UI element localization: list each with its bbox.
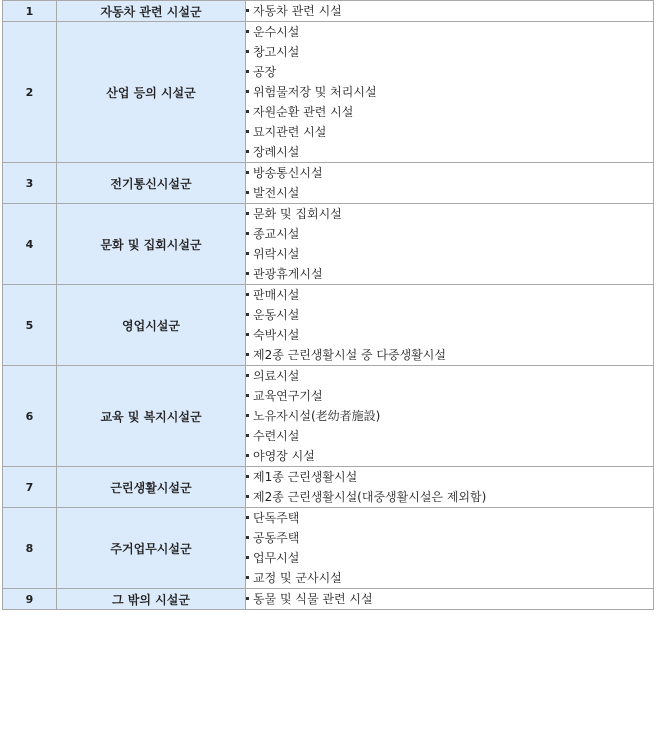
facility-item-label: 발전시설 xyxy=(253,186,300,200)
square-bullet-icon xyxy=(246,30,249,33)
list-item xyxy=(246,589,653,609)
facility-item-label: 장례시설 xyxy=(253,145,300,159)
square-bullet-icon xyxy=(246,110,249,113)
square-bullet-icon xyxy=(246,171,249,174)
facility-item-list xyxy=(246,589,653,609)
facility-item-label: 수련시설 xyxy=(253,429,300,443)
facility-group-name: 산업 등의 시설군 xyxy=(57,22,246,163)
square-bullet-icon xyxy=(246,454,249,457)
table-row xyxy=(3,22,654,163)
facility-item-label: 문화 및 집회시설 xyxy=(253,207,342,221)
facility-items-cell xyxy=(246,467,654,508)
facility-item-label: 야영장 시설 xyxy=(253,449,315,463)
row-number: 9 xyxy=(3,589,57,610)
list-item xyxy=(246,406,653,426)
list-item xyxy=(246,224,653,244)
facility-items-cell xyxy=(246,589,654,610)
list-item xyxy=(246,244,653,264)
facility-items-cell xyxy=(246,508,654,589)
square-bullet-icon xyxy=(246,70,249,73)
facility-item-list xyxy=(246,163,653,203)
square-bullet-icon xyxy=(246,232,249,235)
facility-item-label: 의료시설 xyxy=(253,369,300,383)
row-number: 3 xyxy=(3,163,57,204)
facility-group-name: 문화 및 집회시설군 xyxy=(57,204,246,285)
list-item xyxy=(246,122,653,142)
table-row xyxy=(3,1,654,22)
facility-item-label: 노유자시설(老幼者施設) xyxy=(253,409,381,423)
square-bullet-icon xyxy=(246,536,249,539)
table-row xyxy=(3,204,654,285)
facility-items-cell xyxy=(246,1,654,22)
list-item xyxy=(246,325,653,345)
table-row xyxy=(3,508,654,589)
square-bullet-icon xyxy=(246,191,249,194)
table-row xyxy=(3,366,654,467)
square-bullet-icon xyxy=(246,90,249,93)
facility-group-name: 주거업무시설군 xyxy=(57,508,246,589)
square-bullet-icon xyxy=(246,353,249,356)
square-bullet-icon xyxy=(246,272,249,275)
facility-group-name: 교육 및 복지시설군 xyxy=(57,366,246,467)
list-item xyxy=(246,62,653,82)
facility-items-cell xyxy=(246,22,654,163)
facility-item-label: 위험물저장 및 처리시설 xyxy=(253,85,377,99)
facility-item-list xyxy=(246,204,653,284)
list-item xyxy=(246,446,653,466)
row-number: 5 xyxy=(3,285,57,366)
list-item xyxy=(246,142,653,162)
list-item xyxy=(246,22,653,42)
square-bullet-icon xyxy=(246,516,249,519)
square-bullet-icon xyxy=(246,252,249,255)
facility-item-label: 판매시설 xyxy=(253,288,300,302)
facility-item-list xyxy=(246,1,653,21)
list-item xyxy=(246,426,653,446)
square-bullet-icon xyxy=(246,130,249,133)
square-bullet-icon xyxy=(246,313,249,316)
list-item xyxy=(246,204,653,224)
list-item xyxy=(246,183,653,203)
square-bullet-icon xyxy=(246,293,249,296)
square-bullet-icon xyxy=(246,597,249,600)
list-item xyxy=(246,548,653,568)
facility-item-label: 공동주택 xyxy=(253,531,300,545)
list-item xyxy=(246,82,653,102)
facility-group-table xyxy=(2,0,654,610)
facility-item-label: 운동시설 xyxy=(253,308,300,322)
facility-item-label: 교육연구기설 xyxy=(253,389,323,403)
list-item xyxy=(246,345,653,365)
facility-item-label: 제2종 근린생활시설(대중생활시설은 제외함) xyxy=(253,490,487,504)
facility-item-label: 자동차 관련 시설 xyxy=(253,4,342,18)
list-item xyxy=(246,366,653,386)
square-bullet-icon xyxy=(246,394,249,397)
facility-item-label: 관광휴게시설 xyxy=(253,267,323,281)
list-item xyxy=(246,487,653,507)
list-item xyxy=(246,264,653,284)
facility-items-cell xyxy=(246,366,654,467)
list-item xyxy=(246,1,653,21)
facility-item-list xyxy=(246,467,653,507)
facility-item-list xyxy=(246,285,653,365)
facility-group-name: 그 밖의 시설군 xyxy=(57,589,246,610)
square-bullet-icon xyxy=(246,150,249,153)
square-bullet-icon xyxy=(246,212,249,215)
facility-item-label: 업무시설 xyxy=(253,551,300,565)
facility-item-label: 묘지관련 시설 xyxy=(253,125,327,139)
facility-item-list xyxy=(246,508,653,588)
table-body xyxy=(3,1,654,610)
list-item xyxy=(246,508,653,528)
row-number: 7 xyxy=(3,467,57,508)
facility-item-label: 공장 xyxy=(253,65,277,79)
square-bullet-icon xyxy=(246,434,249,437)
facility-group-name: 영업시설군 xyxy=(57,285,246,366)
square-bullet-icon xyxy=(246,576,249,579)
facility-item-label: 제2종 근린생활시설 중 다중생활시설 xyxy=(253,348,446,362)
facility-items-cell xyxy=(246,204,654,285)
facility-item-label: 종교시설 xyxy=(253,227,300,241)
facility-group-table-container xyxy=(2,0,654,610)
facility-group-name: 자동차 관련 시설군 xyxy=(57,1,246,22)
list-item xyxy=(246,467,653,487)
row-number: 8 xyxy=(3,508,57,589)
table-row xyxy=(3,163,654,204)
facility-item-label: 운수시설 xyxy=(253,25,300,39)
square-bullet-icon xyxy=(246,475,249,478)
square-bullet-icon xyxy=(246,50,249,53)
list-item xyxy=(246,42,653,62)
row-number: 6 xyxy=(3,366,57,467)
square-bullet-icon xyxy=(246,374,249,377)
list-item xyxy=(246,305,653,325)
facility-item-list xyxy=(246,366,653,466)
list-item xyxy=(246,386,653,406)
table-row xyxy=(3,589,654,610)
list-item xyxy=(246,568,653,588)
square-bullet-icon xyxy=(246,495,249,498)
facility-group-name: 근린생활시설군 xyxy=(57,467,246,508)
facility-items-cell xyxy=(246,163,654,204)
facility-item-label: 자원순환 관련 시설 xyxy=(253,105,354,119)
facility-group-name: 전기통신시설군 xyxy=(57,163,246,204)
facility-item-label: 숙박시설 xyxy=(253,328,300,342)
facility-item-label: 교정 및 군사시설 xyxy=(253,571,342,585)
facility-items-cell xyxy=(246,285,654,366)
facility-item-label: 제1종 근린생활시설 xyxy=(253,470,358,484)
facility-item-label: 방송통신시설 xyxy=(253,166,323,180)
square-bullet-icon xyxy=(246,414,249,417)
table-row xyxy=(3,467,654,508)
list-item xyxy=(246,102,653,122)
table-row xyxy=(3,285,654,366)
square-bullet-icon xyxy=(246,9,249,12)
row-number: 2 xyxy=(3,22,57,163)
row-number: 4 xyxy=(3,204,57,285)
square-bullet-icon xyxy=(246,556,249,559)
facility-item-label: 단독주택 xyxy=(253,511,300,525)
facility-item-list xyxy=(246,22,653,162)
list-item xyxy=(246,528,653,548)
square-bullet-icon xyxy=(246,333,249,336)
row-number: 1 xyxy=(3,1,57,22)
facility-item-label: 위락시설 xyxy=(253,247,300,261)
facility-item-label: 창고시설 xyxy=(253,45,300,59)
list-item xyxy=(246,163,653,183)
list-item xyxy=(246,285,653,305)
facility-item-label: 동물 및 식물 관련 시설 xyxy=(253,592,373,606)
